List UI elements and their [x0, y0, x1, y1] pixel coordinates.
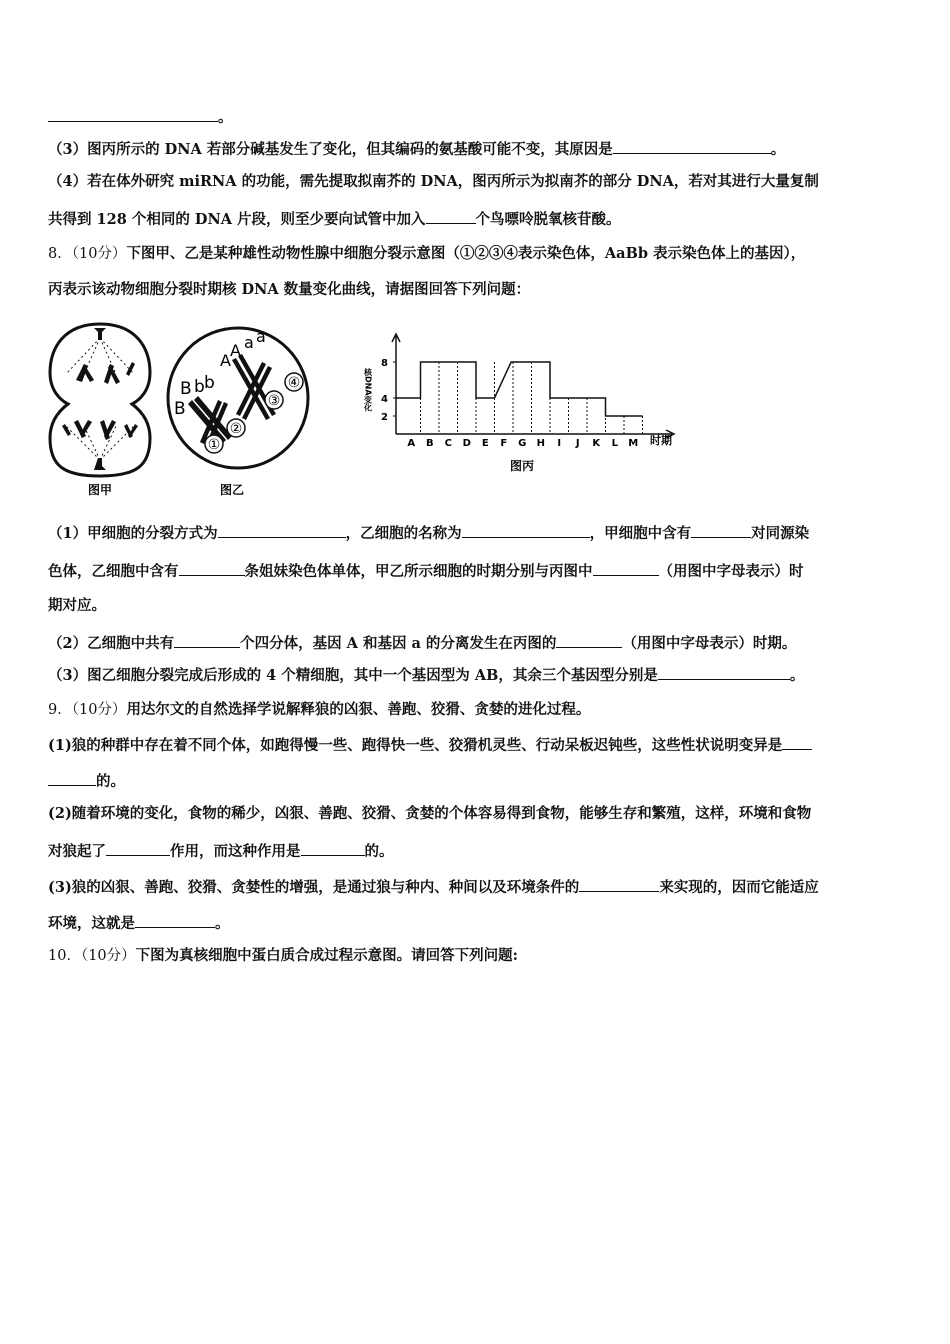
- answer-blank[interactable]: [462, 522, 590, 538]
- text-span: 环境，这就是: [48, 915, 135, 932]
- text-span: 来实现的，因而它能适应: [659, 879, 819, 896]
- text-span: 。: [770, 141, 786, 158]
- question-number: 10．（10分）: [48, 948, 136, 964]
- text-line: [48, 208, 910, 230]
- label-3: ③: [267, 393, 281, 409]
- label-4: ④: [287, 375, 301, 391]
- answer-blank[interactable]: [135, 912, 215, 928]
- gene-b: b: [194, 377, 205, 397]
- answer-blank[interactable]: [556, 632, 622, 648]
- gene-a: a: [256, 327, 266, 346]
- text-span: 个四分体，基因 A 和基因 a 的分离发生在丙图的: [240, 635, 557, 652]
- answer-blank[interactable]: [106, 840, 170, 856]
- text-span: （用图中字母表示）时期。: [622, 635, 797, 652]
- text-span: （4）若在体外研究 miRNA 的功能，需先提取拟南芥的 DNA，图丙所示为拟南芥的部分 DNA，若对其进行大量复制: [48, 173, 819, 190]
- text-span: 共得到 128 个相同的 DNA 片段，则至少要向试管中加入: [48, 211, 426, 228]
- x-tick-label: A: [407, 438, 416, 449]
- text-line: [48, 596, 910, 616]
- x-tick-label: K: [592, 438, 601, 449]
- text-span: (2)随着环境的变化，食物的稀少，凶狠、善跑、狡猾、贪婪的个体容易得到食物，能够生存和繁殖，这样，环境和食物: [48, 805, 812, 822]
- gene-b: b: [204, 373, 215, 393]
- dna-curve: [396, 362, 643, 416]
- text-span: 期对应。: [48, 597, 106, 614]
- text-span: 下图为真核细胞中蛋白质合成过程示意图。请回答下列问题:: [135, 947, 519, 964]
- text-span: ，乙细胞的名称为: [345, 525, 462, 542]
- x-tick-label: C: [444, 438, 452, 449]
- answer-blank[interactable]: [658, 664, 790, 680]
- figure-jia: [44, 318, 156, 498]
- label-2: ②: [229, 421, 243, 437]
- text-span: 的。: [364, 843, 394, 860]
- question-8-3: [48, 664, 910, 686]
- question-9-3: [48, 876, 910, 898]
- x-tick-label: D: [462, 438, 471, 449]
- y-axis-label: 核DNA变化: [363, 368, 373, 412]
- label-1: ①: [207, 437, 221, 453]
- text-span: （3）图乙细胞分裂完成后形成的 4 个精细胞，其中一个基因型为 AB，其余三个基因型分别是: [48, 667, 658, 684]
- x-tick-label: J: [575, 438, 580, 449]
- text-line: [48, 912, 910, 934]
- text-line: [48, 280, 910, 300]
- caption-yi: 图乙: [219, 483, 245, 497]
- answer-blank[interactable]: [301, 840, 365, 856]
- text-span: (3)狼的凶狠、善跑、狡猾、贪婪性的增强，是通过狼与种内、种间以及环境条件的: [48, 879, 580, 896]
- gene-B: B: [180, 379, 192, 399]
- question-10-stem: [48, 946, 910, 966]
- answer-blank[interactable]: [782, 734, 812, 750]
- text-span: 个鸟嘌呤脱氧核苷酸。: [475, 211, 621, 228]
- text-span: （3）图丙所示的 DNA 若部分碱基发生了变化，但其编码的氨基酸可能不变，其原因是: [48, 141, 613, 158]
- text-span: 。: [215, 915, 230, 932]
- answer-blank[interactable]: [179, 560, 245, 576]
- text-span: 作用，而这种作用是: [170, 843, 301, 860]
- text-span: 用达尔文的自然选择学说解释狼的凶狠、善跑、狡猾、贪婪的进化过程。: [126, 701, 591, 718]
- text-span: （1）甲细胞的分裂方式为: [48, 525, 218, 542]
- x-tick-label: B: [425, 438, 434, 449]
- question-8-1: [48, 522, 910, 544]
- cell-jia-diagram: [44, 318, 156, 498]
- figure-yi: [166, 322, 316, 500]
- gene-A: A: [230, 341, 241, 360]
- x-ticks: [407, 438, 638, 449]
- text-span: 色体，乙细胞中含有: [48, 563, 179, 580]
- y-tick-label: 2: [381, 412, 388, 423]
- answer-blank[interactable]: [691, 522, 751, 538]
- text-span: (1)狼的种群中存在着不同个体，如跑得慢一些、跑得快一些、狡猾机灵些、行动呆板迟钝些，这些性状说明变异是: [48, 737, 783, 754]
- question-8-2: [48, 632, 910, 654]
- dna-change-chart: [360, 328, 690, 478]
- text-line: [48, 840, 910, 862]
- question-8-stem: [48, 244, 910, 264]
- x-tick-label: L: [611, 438, 618, 449]
- text-span: 丙表示该动物细胞分裂时期核 DNA 数量变化曲线，请据图回答下列问题：: [48, 281, 531, 298]
- text-span: 。: [218, 109, 233, 126]
- text-span: ，甲细胞中含有: [589, 525, 692, 542]
- text-span: 对狼起了: [48, 843, 106, 860]
- caption-bing: 图丙: [509, 459, 535, 473]
- x-tick-label: G: [518, 438, 527, 449]
- x-tick-label: H: [536, 438, 545, 449]
- answer-blank[interactable]: [613, 138, 771, 154]
- figure-bing: [360, 328, 690, 478]
- text-line: [48, 770, 910, 792]
- gene-B: B: [174, 399, 186, 419]
- x-tick-label: E: [481, 438, 489, 449]
- y-tick-label: 4: [381, 394, 388, 405]
- answer-blank[interactable]: [579, 876, 659, 892]
- answer-blank[interactable]: [426, 208, 476, 224]
- text-span: 。: [789, 667, 805, 684]
- text-line: [48, 106, 910, 128]
- text-span: 对同源染: [751, 525, 810, 542]
- text-span: 条姐妹染色体单体，甲乙所示细胞的时期分别与丙图中: [244, 563, 593, 580]
- text-span: （2）乙细胞中共有: [48, 635, 175, 652]
- question-number: 9．（10分）: [48, 702, 127, 718]
- x-axis-label: 时期: [650, 434, 672, 447]
- x-tick-label: M: [628, 438, 639, 449]
- cell-yi-diagram: [166, 322, 316, 500]
- answer-blank[interactable]: [48, 770, 96, 786]
- y-tick-label: 8: [381, 358, 388, 369]
- question-9-stem: [48, 700, 910, 720]
- answer-blank[interactable]: [48, 106, 218, 122]
- text-span: （用图中字母表示）时: [658, 563, 804, 580]
- question-number: 8．（10分）: [48, 246, 127, 262]
- answer-blank[interactable]: [593, 560, 659, 576]
- text-span: 的。: [96, 773, 125, 790]
- x-tick-label: I: [557, 438, 562, 449]
- text-line: [48, 172, 910, 192]
- gene-a: a: [244, 333, 254, 352]
- gene-A: A: [220, 351, 231, 370]
- text-line: [48, 138, 910, 160]
- answer-blank[interactable]: [174, 632, 240, 648]
- question-9-2: [48, 804, 910, 824]
- text-span: 下图甲、乙是某种雄性动物性腺中细胞分裂示意图（①②③④表示染色体，AaBb 表示染色体上的基因），: [126, 245, 806, 262]
- y-ticks: [381, 358, 396, 423]
- question-9-1: [48, 734, 910, 756]
- text-line: [48, 560, 910, 582]
- caption-jia: 图甲: [87, 483, 113, 497]
- period-dividers: [421, 362, 643, 434]
- answer-blank[interactable]: [218, 522, 346, 538]
- x-tick-label: F: [500, 438, 508, 449]
